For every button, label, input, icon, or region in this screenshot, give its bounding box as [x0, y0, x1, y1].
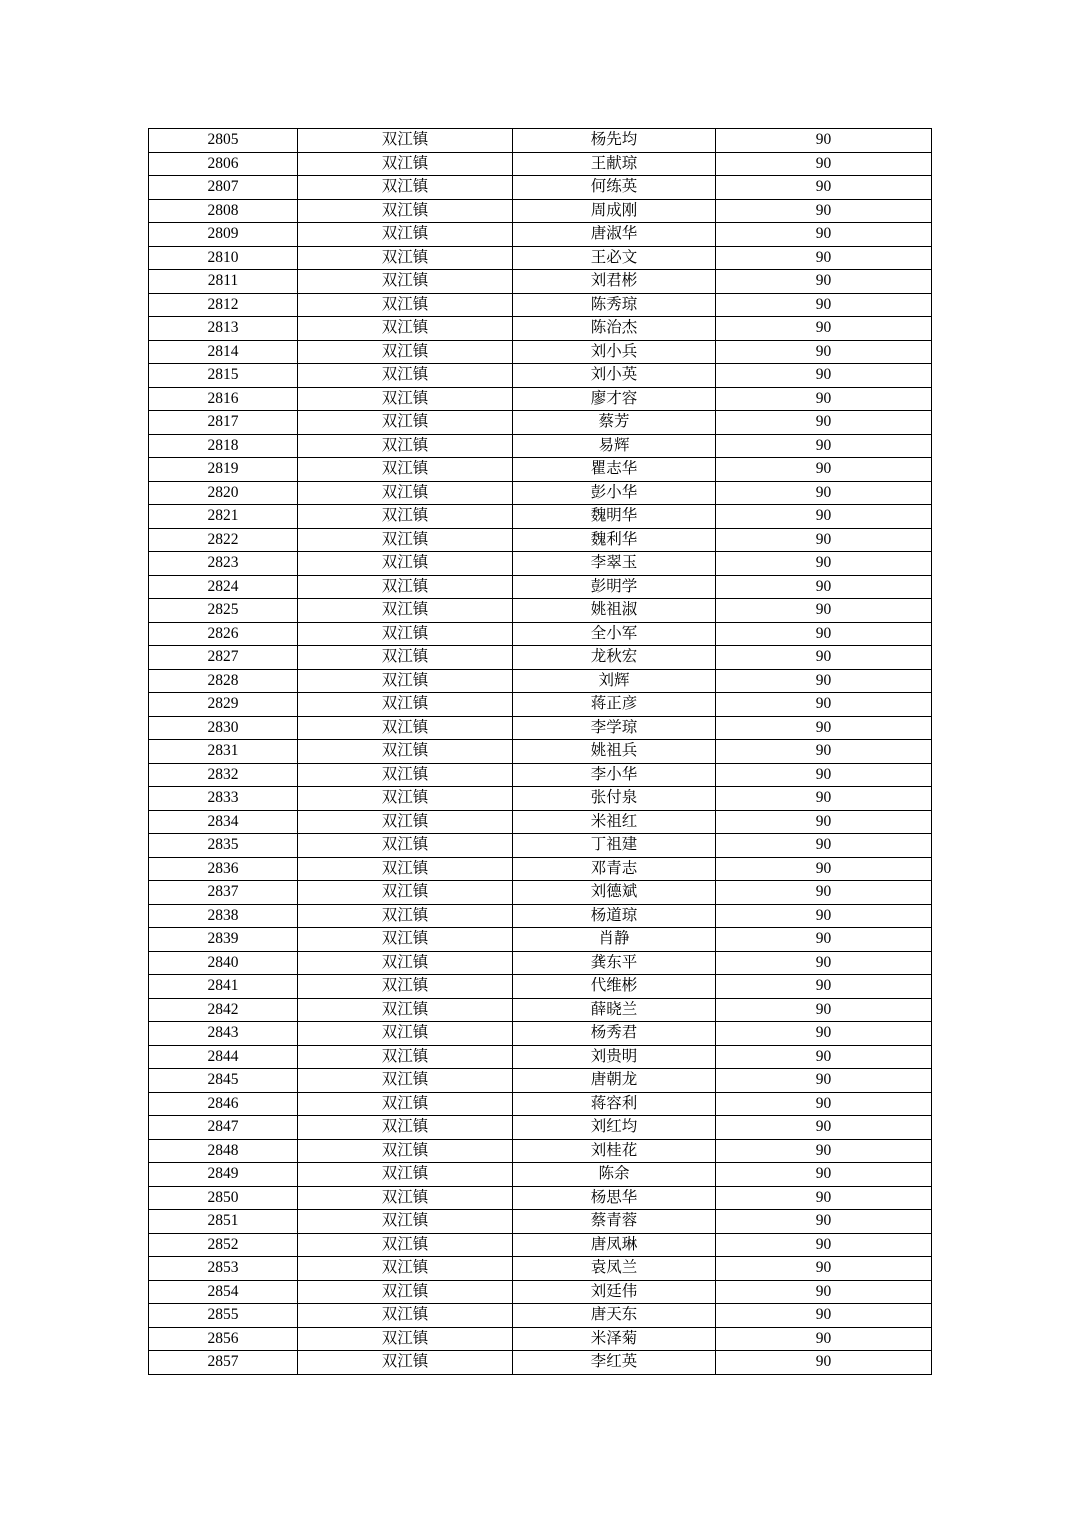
- cell-town: 双江镇: [298, 246, 513, 270]
- cell-serial-number: 2851: [149, 1210, 298, 1234]
- cell-score: 90: [716, 246, 932, 270]
- table-row: [149, 716, 932, 740]
- table-row: [149, 1022, 932, 1046]
- cell-serial-number: 2838: [149, 904, 298, 928]
- cell-town: 双江镇: [298, 1045, 513, 1069]
- cell-town: 双江镇: [298, 693, 513, 717]
- cell-score: 90: [716, 1022, 932, 1046]
- cell-person-name: 杨先均: [513, 129, 716, 153]
- cell-serial-number: 2836: [149, 857, 298, 881]
- table-row: [149, 458, 932, 482]
- cell-person-name: 彭小华: [513, 481, 716, 505]
- table-row: [149, 693, 932, 717]
- table-row: [149, 1045, 932, 1069]
- cell-person-name: 何练英: [513, 176, 716, 200]
- cell-person-name: 王必文: [513, 246, 716, 270]
- cell-town: 双江镇: [298, 622, 513, 646]
- table-row: [149, 528, 932, 552]
- cell-serial-number: 2813: [149, 317, 298, 341]
- cell-serial-number: 2856: [149, 1327, 298, 1351]
- cell-serial-number: 2853: [149, 1257, 298, 1281]
- cell-town: 双江镇: [298, 458, 513, 482]
- cell-score: 90: [716, 129, 932, 153]
- cell-serial-number: 2815: [149, 364, 298, 388]
- cell-person-name: 全小军: [513, 622, 716, 646]
- cell-serial-number: 2811: [149, 270, 298, 294]
- table-row: [149, 176, 932, 200]
- cell-score: 90: [716, 223, 932, 247]
- cell-town: 双江镇: [298, 669, 513, 693]
- cell-score: 90: [716, 904, 932, 928]
- cell-town: 双江镇: [298, 223, 513, 247]
- cell-serial-number: 2824: [149, 575, 298, 599]
- cell-town: 双江镇: [298, 129, 513, 153]
- cell-score: 90: [716, 1327, 932, 1351]
- cell-score: 90: [716, 1116, 932, 1140]
- cell-score: 90: [716, 434, 932, 458]
- cell-town: 双江镇: [298, 1351, 513, 1375]
- cell-score: 90: [716, 293, 932, 317]
- cell-score: 90: [716, 951, 932, 975]
- cell-person-name: 刘红均: [513, 1116, 716, 1140]
- cell-serial-number: 2846: [149, 1092, 298, 1116]
- cell-score: 90: [716, 881, 932, 905]
- table-row: [149, 622, 932, 646]
- results-table: [148, 128, 932, 1375]
- cell-person-name: 李红英: [513, 1351, 716, 1375]
- cell-person-name: 龚东平: [513, 951, 716, 975]
- cell-serial-number: 2820: [149, 481, 298, 505]
- cell-serial-number: 2840: [149, 951, 298, 975]
- cell-person-name: 邓青志: [513, 857, 716, 881]
- table-row: [149, 1069, 932, 1093]
- cell-town: 双江镇: [298, 998, 513, 1022]
- cell-person-name: 姚祖淑: [513, 599, 716, 623]
- table-row: [149, 1304, 932, 1328]
- cell-town: 双江镇: [298, 411, 513, 435]
- cell-person-name: 刘小兵: [513, 340, 716, 364]
- table-row: [149, 810, 932, 834]
- table-row: [149, 1163, 932, 1187]
- cell-town: 双江镇: [298, 951, 513, 975]
- table-row: [149, 1233, 932, 1257]
- cell-serial-number: 2830: [149, 716, 298, 740]
- cell-person-name: 龙秋宏: [513, 646, 716, 670]
- cell-score: 90: [716, 199, 932, 223]
- cell-person-name: 蔡青蓉: [513, 1210, 716, 1234]
- table-row: [149, 1280, 932, 1304]
- cell-town: 双江镇: [298, 1022, 513, 1046]
- cell-person-name: 姚祖兵: [513, 740, 716, 764]
- cell-person-name: 刘辉: [513, 669, 716, 693]
- cell-score: 90: [716, 1210, 932, 1234]
- cell-score: 90: [716, 1257, 932, 1281]
- table-row: [149, 293, 932, 317]
- cell-score: 90: [716, 411, 932, 435]
- cell-serial-number: 2841: [149, 975, 298, 999]
- cell-serial-number: 2823: [149, 552, 298, 576]
- table-row: [149, 787, 932, 811]
- cell-score: 90: [716, 646, 932, 670]
- cell-person-name: 陈治杰: [513, 317, 716, 341]
- cell-town: 双江镇: [298, 1139, 513, 1163]
- cell-serial-number: 2814: [149, 340, 298, 364]
- table-row: [149, 129, 932, 153]
- table-row: [149, 340, 932, 364]
- cell-serial-number: 2817: [149, 411, 298, 435]
- cell-serial-number: 2821: [149, 505, 298, 529]
- table-body: [149, 129, 932, 1375]
- table-row: [149, 505, 932, 529]
- cell-serial-number: 2852: [149, 1233, 298, 1257]
- cell-score: 90: [716, 1186, 932, 1210]
- cell-town: 双江镇: [298, 552, 513, 576]
- cell-serial-number: 2854: [149, 1280, 298, 1304]
- cell-town: 双江镇: [298, 1327, 513, 1351]
- cell-score: 90: [716, 458, 932, 482]
- table-row: [149, 223, 932, 247]
- cell-serial-number: 2848: [149, 1139, 298, 1163]
- cell-town: 双江镇: [298, 1069, 513, 1093]
- cell-person-name: 刘君彬: [513, 270, 716, 294]
- cell-town: 双江镇: [298, 1116, 513, 1140]
- cell-person-name: 蔡芳: [513, 411, 716, 435]
- cell-score: 90: [716, 787, 932, 811]
- cell-score: 90: [716, 928, 932, 952]
- cell-score: 90: [716, 152, 932, 176]
- cell-town: 双江镇: [298, 599, 513, 623]
- cell-serial-number: 2844: [149, 1045, 298, 1069]
- cell-serial-number: 2819: [149, 458, 298, 482]
- cell-serial-number: 2849: [149, 1163, 298, 1187]
- cell-score: 90: [716, 1139, 932, 1163]
- table-row: [149, 1210, 932, 1234]
- cell-town: 双江镇: [298, 1280, 513, 1304]
- cell-serial-number: 2822: [149, 528, 298, 552]
- cell-score: 90: [716, 1233, 932, 1257]
- table-row: [149, 646, 932, 670]
- cell-town: 双江镇: [298, 1163, 513, 1187]
- cell-town: 双江镇: [298, 176, 513, 200]
- cell-person-name: 廖才容: [513, 387, 716, 411]
- cell-serial-number: 2842: [149, 998, 298, 1022]
- table-row: [149, 669, 932, 693]
- cell-serial-number: 2831: [149, 740, 298, 764]
- cell-score: 90: [716, 622, 932, 646]
- table-row: [149, 740, 932, 764]
- cell-serial-number: 2845: [149, 1069, 298, 1093]
- table-row: [149, 1116, 932, 1140]
- table-row: [149, 599, 932, 623]
- cell-score: 90: [716, 1351, 932, 1375]
- cell-serial-number: 2825: [149, 599, 298, 623]
- cell-serial-number: 2832: [149, 763, 298, 787]
- cell-person-name: 王献琼: [513, 152, 716, 176]
- cell-town: 双江镇: [298, 1186, 513, 1210]
- cell-serial-number: 2839: [149, 928, 298, 952]
- table-row: [149, 928, 932, 952]
- cell-person-name: 袁凤兰: [513, 1257, 716, 1281]
- cell-score: 90: [716, 599, 932, 623]
- cell-person-name: 李学琼: [513, 716, 716, 740]
- cell-person-name: 杨秀君: [513, 1022, 716, 1046]
- table-row: [149, 152, 932, 176]
- cell-town: 双江镇: [298, 1304, 513, 1328]
- cell-town: 双江镇: [298, 1210, 513, 1234]
- cell-town: 双江镇: [298, 317, 513, 341]
- cell-serial-number: 2808: [149, 199, 298, 223]
- cell-score: 90: [716, 716, 932, 740]
- cell-town: 双江镇: [298, 740, 513, 764]
- cell-score: 90: [716, 998, 932, 1022]
- cell-town: 双江镇: [298, 1092, 513, 1116]
- cell-serial-number: 2812: [149, 293, 298, 317]
- cell-town: 双江镇: [298, 646, 513, 670]
- cell-serial-number: 2807: [149, 176, 298, 200]
- cell-person-name: 蒋正彦: [513, 693, 716, 717]
- cell-town: 双江镇: [298, 199, 513, 223]
- cell-score: 90: [716, 1304, 932, 1328]
- cell-serial-number: 2834: [149, 810, 298, 834]
- cell-town: 双江镇: [298, 575, 513, 599]
- cell-town: 双江镇: [298, 505, 513, 529]
- cell-person-name: 肖静: [513, 928, 716, 952]
- cell-person-name: 薛晓兰: [513, 998, 716, 1022]
- cell-person-name: 瞿志华: [513, 458, 716, 482]
- table-row: [149, 834, 932, 858]
- table-row: [149, 552, 932, 576]
- cell-serial-number: 2806: [149, 152, 298, 176]
- cell-town: 双江镇: [298, 270, 513, 294]
- cell-person-name: 杨思华: [513, 1186, 716, 1210]
- cell-town: 双江镇: [298, 387, 513, 411]
- cell-person-name: 易辉: [513, 434, 716, 458]
- cell-serial-number: 2818: [149, 434, 298, 458]
- table-row: [149, 881, 932, 905]
- cell-score: 90: [716, 1092, 932, 1116]
- table-row: [149, 387, 932, 411]
- cell-person-name: 丁祖建: [513, 834, 716, 858]
- cell-serial-number: 2828: [149, 669, 298, 693]
- cell-score: 90: [716, 528, 932, 552]
- cell-score: 90: [716, 364, 932, 388]
- table-row: [149, 575, 932, 599]
- cell-score: 90: [716, 740, 932, 764]
- cell-serial-number: 2847: [149, 1116, 298, 1140]
- table-row: [149, 904, 932, 928]
- cell-serial-number: 2826: [149, 622, 298, 646]
- table-row: [149, 857, 932, 881]
- cell-town: 双江镇: [298, 434, 513, 458]
- cell-score: 90: [716, 834, 932, 858]
- table-row: [149, 1257, 932, 1281]
- cell-score: 90: [716, 340, 932, 364]
- cell-town: 双江镇: [298, 364, 513, 388]
- table-row: [149, 411, 932, 435]
- cell-person-name: 蒋容利: [513, 1092, 716, 1116]
- cell-person-name: 周成刚: [513, 199, 716, 223]
- cell-serial-number: 2835: [149, 834, 298, 858]
- cell-town: 双江镇: [298, 481, 513, 505]
- cell-town: 双江镇: [298, 763, 513, 787]
- cell-town: 双江镇: [298, 293, 513, 317]
- cell-person-name: 彭明学: [513, 575, 716, 599]
- cell-person-name: 唐朝龙: [513, 1069, 716, 1093]
- cell-person-name: 唐凤琳: [513, 1233, 716, 1257]
- cell-score: 90: [716, 176, 932, 200]
- cell-score: 90: [716, 1069, 932, 1093]
- cell-person-name: 米泽菊: [513, 1327, 716, 1351]
- cell-person-name: 李小华: [513, 763, 716, 787]
- cell-person-name: 代维彬: [513, 975, 716, 999]
- table-row: [149, 1327, 932, 1351]
- cell-town: 双江镇: [298, 904, 513, 928]
- table-row: [149, 199, 932, 223]
- table-row: [149, 246, 932, 270]
- table-row: [149, 975, 932, 999]
- table-row: [149, 1186, 932, 1210]
- cell-town: 双江镇: [298, 152, 513, 176]
- cell-score: 90: [716, 1163, 932, 1187]
- table-row: [149, 1351, 932, 1375]
- table-row: [149, 317, 932, 341]
- cell-score: 90: [716, 1045, 932, 1069]
- cell-town: 双江镇: [298, 340, 513, 364]
- table-row: [149, 998, 932, 1022]
- cell-score: 90: [716, 317, 932, 341]
- cell-serial-number: 2855: [149, 1304, 298, 1328]
- cell-town: 双江镇: [298, 716, 513, 740]
- table-row: [149, 270, 932, 294]
- cell-score: 90: [716, 975, 932, 999]
- cell-serial-number: 2809: [149, 223, 298, 247]
- cell-person-name: 刘桂花: [513, 1139, 716, 1163]
- cell-town: 双江镇: [298, 528, 513, 552]
- cell-person-name: 刘小英: [513, 364, 716, 388]
- table-row: [149, 951, 932, 975]
- cell-person-name: 刘廷伟: [513, 1280, 716, 1304]
- cell-score: 90: [716, 693, 932, 717]
- cell-person-name: 唐天东: [513, 1304, 716, 1328]
- cell-score: 90: [716, 552, 932, 576]
- table-row: [149, 434, 932, 458]
- cell-serial-number: 2810: [149, 246, 298, 270]
- cell-serial-number: 2837: [149, 881, 298, 905]
- cell-town: 双江镇: [298, 1233, 513, 1257]
- cell-score: 90: [716, 387, 932, 411]
- cell-score: 90: [716, 857, 932, 881]
- cell-person-name: 李翠玉: [513, 552, 716, 576]
- cell-score: 90: [716, 270, 932, 294]
- cell-person-name: 魏明华: [513, 505, 716, 529]
- cell-score: 90: [716, 481, 932, 505]
- cell-town: 双江镇: [298, 1257, 513, 1281]
- cell-town: 双江镇: [298, 881, 513, 905]
- cell-person-name: 陈秀琼: [513, 293, 716, 317]
- cell-score: 90: [716, 763, 932, 787]
- cell-town: 双江镇: [298, 975, 513, 999]
- cell-score: 90: [716, 505, 932, 529]
- cell-person-name: 米祖红: [513, 810, 716, 834]
- cell-score: 90: [716, 575, 932, 599]
- cell-person-name: 唐淑华: [513, 223, 716, 247]
- cell-town: 双江镇: [298, 928, 513, 952]
- cell-score: 90: [716, 669, 932, 693]
- cell-serial-number: 2827: [149, 646, 298, 670]
- cell-serial-number: 2816: [149, 387, 298, 411]
- cell-serial-number: 2805: [149, 129, 298, 153]
- cell-score: 90: [716, 810, 932, 834]
- cell-town: 双江镇: [298, 787, 513, 811]
- cell-person-name: 张付泉: [513, 787, 716, 811]
- cell-person-name: 刘德斌: [513, 881, 716, 905]
- table-row: [149, 481, 932, 505]
- cell-town: 双江镇: [298, 834, 513, 858]
- table-row: [149, 763, 932, 787]
- cell-serial-number: 2857: [149, 1351, 298, 1375]
- cell-serial-number: 2850: [149, 1186, 298, 1210]
- cell-score: 90: [716, 1280, 932, 1304]
- cell-town: 双江镇: [298, 857, 513, 881]
- cell-person-name: 杨道琼: [513, 904, 716, 928]
- cell-person-name: 刘贵明: [513, 1045, 716, 1069]
- cell-serial-number: 2843: [149, 1022, 298, 1046]
- cell-person-name: 陈余: [513, 1163, 716, 1187]
- cell-serial-number: 2833: [149, 787, 298, 811]
- table-row: [149, 1139, 932, 1163]
- cell-person-name: 魏利华: [513, 528, 716, 552]
- table-row: [149, 364, 932, 388]
- table-row: [149, 1092, 932, 1116]
- cell-serial-number: 2829: [149, 693, 298, 717]
- cell-town: 双江镇: [298, 810, 513, 834]
